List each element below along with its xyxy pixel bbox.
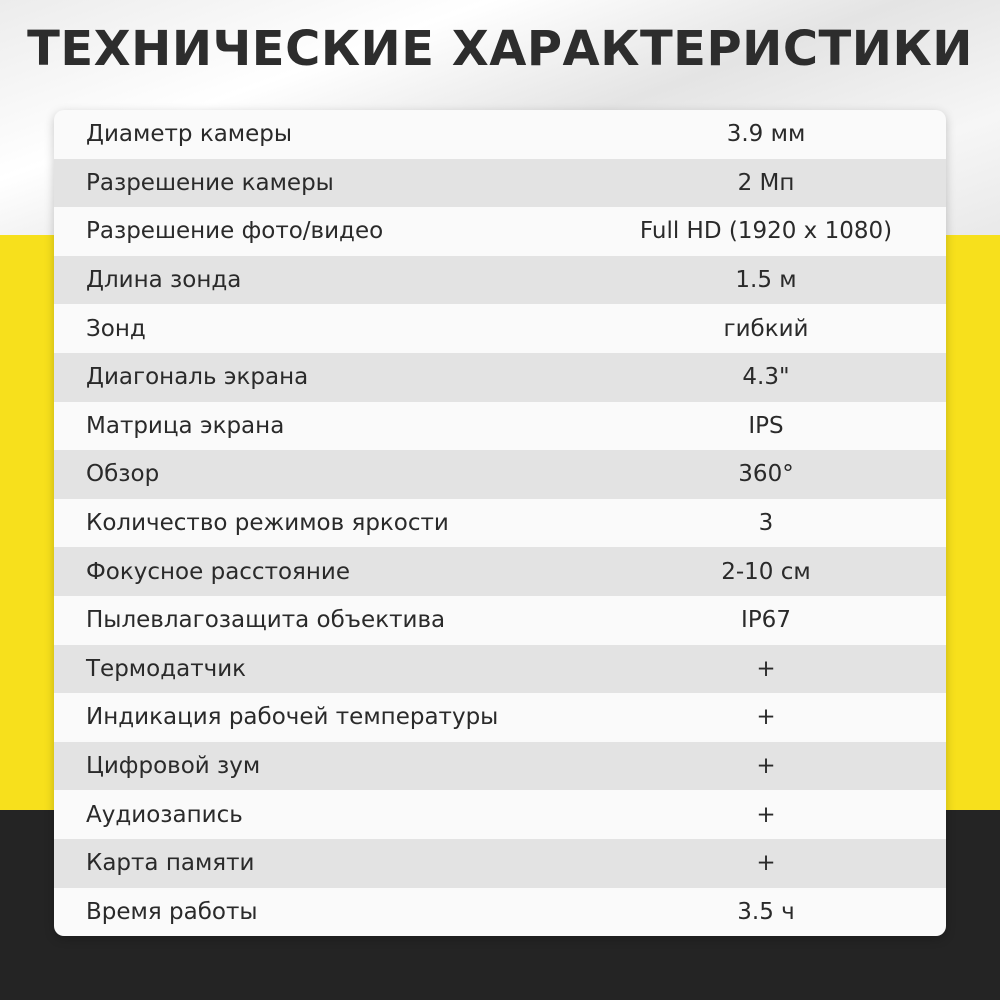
spec-name: Количество режимов яркости: [86, 510, 449, 537]
spec-value: гибкий: [723, 315, 809, 342]
spec-name: Индикация рабочей температуры: [86, 704, 499, 731]
spec-row: [54, 547, 946, 596]
spec-name: Цифровой зум: [86, 753, 261, 780]
spec-name: Фокусное расстояние: [86, 558, 351, 585]
spec-name: Зонд: [86, 315, 146, 342]
spec-name: Длина зонда: [86, 267, 242, 294]
spec-row: [54, 693, 946, 742]
spec-name: Диагональ экрана: [86, 364, 309, 391]
spec-name: Пылевлагозащита объектива: [86, 607, 446, 634]
spec-value: 3: [758, 510, 774, 537]
spec-value: 4.3": [742, 364, 790, 391]
spec-value: +: [756, 655, 776, 682]
spec-name: Карта памяти: [86, 850, 255, 877]
spec-name: Аудиозапись: [86, 801, 243, 828]
spec-row: [54, 839, 946, 888]
spec-row: [54, 304, 946, 353]
spec-table: [54, 110, 946, 936]
spec-value: 3.9 мм: [726, 121, 806, 148]
spec-row: [54, 790, 946, 839]
page-title: ТЕХНИЧЕСКИЕ ХАРАКТЕРИСТИКИ: [27, 21, 973, 77]
spec-row: [54, 207, 946, 256]
spec-value: 3.5 ч: [737, 898, 795, 925]
spec-value: +: [756, 753, 776, 780]
spec-row: [54, 450, 946, 499]
spec-name: Разрешение фото/видео: [86, 218, 384, 245]
spec-value: 2-10 см: [721, 558, 811, 585]
spec-value: IPS: [748, 412, 784, 439]
spec-row: [54, 742, 946, 791]
spec-value: +: [756, 801, 776, 828]
spec-value: Full HD (1920 x 1080): [639, 218, 893, 245]
spec-value: +: [756, 704, 776, 731]
spec-name: Обзор: [86, 461, 160, 488]
spec-value: 1.5 м: [735, 267, 797, 294]
spec-value: IP67: [741, 607, 791, 634]
spec-row: [54, 402, 946, 451]
spec-row: [54, 256, 946, 305]
spec-row: [54, 888, 946, 937]
spec-value: 2 Мп: [737, 169, 795, 196]
spec-row: [54, 353, 946, 402]
spec-name: Термодатчик: [86, 655, 247, 682]
spec-row: [54, 596, 946, 645]
spec-name: Время работы: [86, 898, 258, 925]
spec-name: Диаметр камеры: [86, 121, 293, 148]
spec-row: [54, 110, 946, 159]
spec-value: 360°: [738, 461, 794, 488]
spec-row: [54, 645, 946, 694]
spec-value: +: [756, 850, 776, 877]
spec-name: Матрица экрана: [86, 412, 285, 439]
spec-row: [54, 499, 946, 548]
spec-name: Разрешение камеры: [86, 169, 334, 196]
spec-row: [54, 159, 946, 208]
